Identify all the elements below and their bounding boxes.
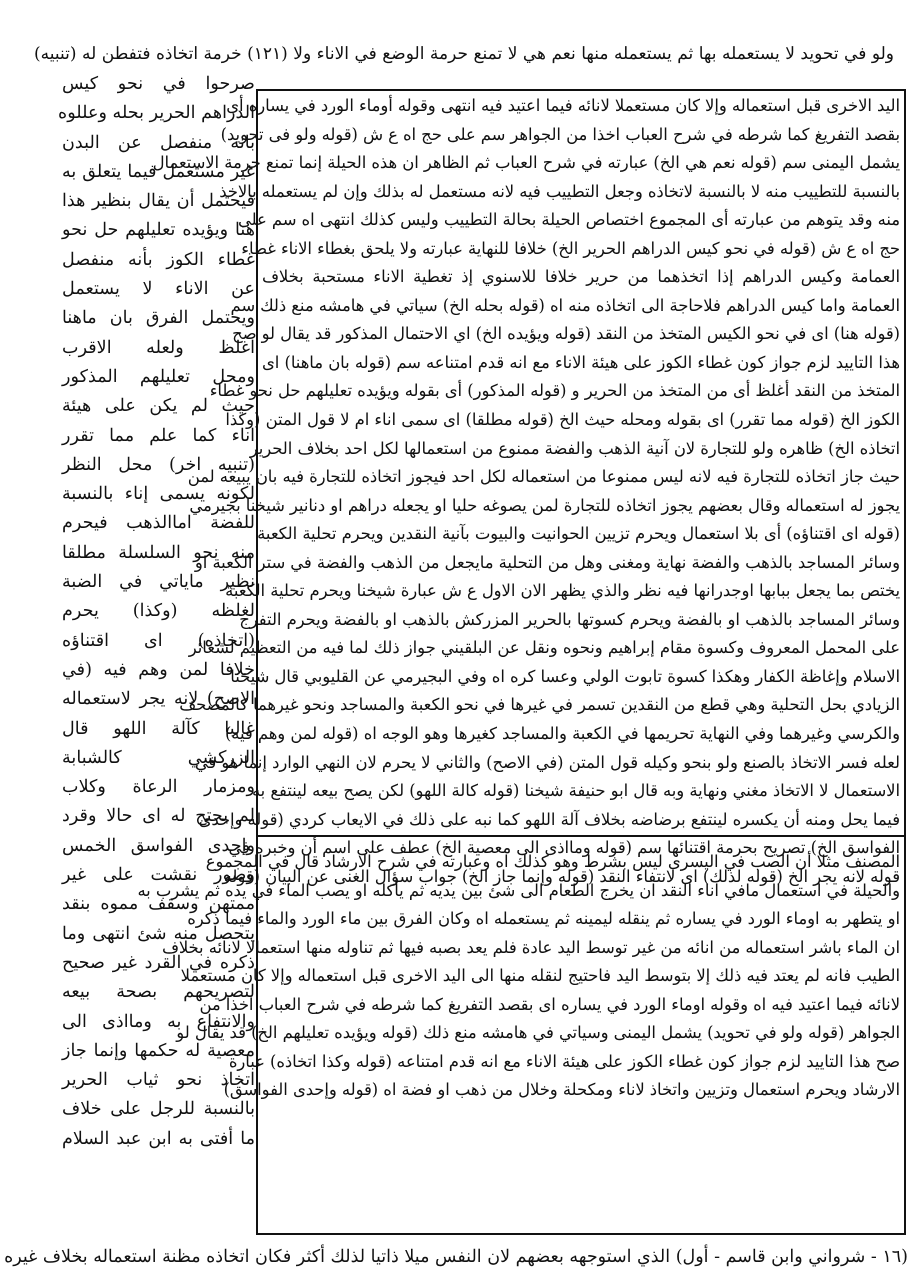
commentary-divider (258, 835, 904, 837)
commentary-line: يشمل اليمنى سم (قوله نعم هي الخ) عبارته في شرح العباب ثم الظاهر ان هذه الحيلة إنما تمنع حرمة الاستعمال (152, 153, 900, 173)
margin-line: ممتهن وسقف مموه بنقد (62, 894, 255, 915)
commentary-line: العمامة واما كيس الدراهم فلاحاجة الى اتخاذه منه اه (قوله بحله الخ) سياتي في هامشه منع ذلك سم (230, 295, 900, 315)
commentary-line: والكرسي وغيرهما وفي النهاية تحريمها في الكعبة والمساجد كغيرها وهو الوجه اه (قوله لمن وهم فيه) (224, 724, 900, 744)
commentary-line: صح هذا التاييد لزم جواز كون غطاء الكوز على هيئة الاناء مع انه قدم امتناعه (قوله وكذا اتخاذه) عبارة (228, 1051, 900, 1071)
margin-line: (تنبيه اخر) محل النظر (62, 454, 255, 475)
margin-line: اتخاذ نحو ثياب الحرير (62, 1070, 255, 1091)
commentary-line: الجواهر (قوله ولو في تحويد) يشمل اليمنى وسياتي في هامشه منع ذلك (قوله ويؤيده تعليلهم الخ) قد يقال لو (176, 1023, 900, 1043)
commentary-line: الارشاد ويحرم استعمال وتزيين واتخاذ لاناء ومكحلة وخلال من ذهب او فضة اه (قوله وإحدى الفواسق) (223, 1080, 900, 1100)
commentary-line: والحيلة في استعمال مافي اناء النقد ان يخرج الطعام الى شئ بين يديه ثم يأكله او يصب الماء في يده ثم يشرب به (137, 880, 900, 900)
margin-line: غالبا كآلة اللهو قال (62, 718, 255, 739)
commentary-line: اليد الاخرى قبل استعماله وإلا كان مستعملا لانائه فيما اعتيد فيه انتهى وقوله أوماء الورد في يساره أى (226, 96, 900, 115)
margin-line: منه نحو السلسلة مطلقا (62, 542, 255, 563)
commentary-line: اتخاذه الخ) ظاهره ولو للتجارة لان آنية الذهب والفضة ممنوع من استعمالها لكل احد بخلاف الحرير (249, 438, 900, 458)
margin-line: (اتخاذه) اى اقتناؤه (62, 630, 255, 651)
commentary-line: منه وقد يتوهم من عبارته أى المجموع اختصاص الحيلة بحالة التطييب وليس كذلك انتهى اه سم على (238, 210, 900, 230)
margin-line: نظير ماياتي في الضبة (62, 572, 255, 593)
commentary-line: لانائه فيما اعتيد فيه اه وقوله اوماء الورد في يساره اى بقصد التفريغ كما شرطه في شرح العباب اخذا من (199, 994, 900, 1014)
margin-line: الاصح) لانه يجر لاستعماله (62, 689, 255, 710)
margin-line: وإحدى الفواسق الخمس (62, 835, 255, 856)
margin-line: حيث لم يكن على هيئة (62, 396, 255, 417)
margin-line: لم يحتج له اى حالا وقرد (62, 806, 255, 827)
margin-line: فيحتمل أن يقال بنظير هذا (62, 191, 255, 212)
margin-line: اناء كما علم مما تقرر (62, 425, 255, 446)
margin-line: بانه منفصل عن البدن (62, 132, 255, 153)
commentary-line: الكوز الخ (قوله مما تقرر) اى بقوله ومحله حيث الخ (قوله مطلقا) اى سمى اناء ام لا قول المتن (وكذا (225, 410, 900, 430)
margin-line: للفضة اماالذهب فيحرم (62, 513, 255, 534)
margin-line: والانتفاع به ومااذى الى (62, 1011, 255, 1032)
commentary-line: الاسلام وإغاظة الكفار وهكذا كسوة تابوت الولي وعسا كره اه وفي البجيرمي عن القليوبي قال شيخنا (230, 666, 900, 686)
margin-line: بالنسبة للرجل على خلاف (62, 1099, 255, 1120)
margin-line: عن الاناء لا يستعمل (62, 279, 255, 300)
commentary-line: بالنسبة للتطييب منه لا بالنسبة لاتخاذه وجعل التطييب فيه لانه مستعمل له بذلك وإن لم يستعمله بالاخذ (219, 181, 900, 201)
margin-line: ومزمار الرعاة وكلاب (62, 777, 255, 798)
commentary-line: الفواسق الخ) تصريح بحرمة اقتنائها سم (قوله ومااذى الى معصية الخ) عطف على اسم أن وخبره في (228, 838, 900, 858)
commentary-line: هذا التاييد لزم جواز كون غطاء الكوز على هيئة الاناء مع انه قدم امتناعه سم (قوله بان ماهنا) اى (262, 352, 900, 372)
commentary-line: المتخذ من النقد أغلظ أى من المتخذ من الحرير و (قوله المذكور) أى بقوله ويؤيده تعليلهم حل نحو غطاء (209, 381, 900, 401)
margin-line: الدراهم الحرير بحله وعللوه (57, 103, 255, 124)
commentary-line: (قوله هنا) اى في نحو الكيس المتخذ من النقد (قوله ويؤيده الخ) اي الاحتمال المذكور قد يقال لو صح (232, 324, 900, 344)
margin-line: لكونه يسمى إناء بالنسبة (62, 484, 255, 505)
commentary-line: لعله فسر الاتخاذ بالصنع ولو بنحو وكيله قول المتن (في الاصح) والثاني لا يحرم لان النهي الوارد إنما هو في (194, 752, 900, 772)
margin-line: يتحصل منه شئ انتهى وما (62, 923, 255, 944)
margin-line: غطاء الكوز بأنه منفصل (62, 249, 255, 270)
commentary-line: ان الماء باشر استعماله من انائه من غير توسط اليد عادة فلم يعد بصبه فيها ثم تناوله منها استعمالا لانائه بخلاف (161, 937, 900, 957)
commentary-line: العمامة وكيس الدراهم إذا اتخذهما من حرير خلافا للاسنوي إذ تغطية الاناء مستحبة بخلاف (262, 267, 900, 287)
margin-line: معصية له حكمها وإنما جاز (62, 1040, 255, 1061)
commentary-line: او يتطهر به اوماء الورد في يساره ثم ينقله ليمينه ثم يستعمله اه وكان الفرق بين ماء الورد والماء فيما ذكره (187, 909, 900, 929)
commentary-line: الزيادي بحل التحلية وهي قطع من النقدين تسمر في غيرها في نحو الكعبة والمساجد ونحو غيرهما كالمصحف (179, 695, 900, 715)
commentary-line: الاستعمال لا الاتخاذ مغني ونهاية وبه قال ابو حنيفة شيخنا (قوله كالة اللهو) لكن يصح بيعه لينتفع به (251, 781, 900, 801)
margin-line: لتصريحهم بصحة بيعه (62, 982, 255, 1003)
page-footer: (١٦ - شرواني وابن قاسم - أول) الذي استوجهه بعضهم لان النفس ميلا ذاتيا لذلك أكثر فكان اتخاذه مظنة استعماله بخلاف غيره (4, 1247, 908, 1267)
commentary-line: حج اه ع ش (قوله في نحو كيس الدراهم الحرير الخ) خلافا للنهاية عبارته ولا يلحق بغطاء الاناء غطاء (241, 238, 900, 258)
margin-line: لغلظه (وكذا) يحرم (62, 601, 255, 622)
commentary-line: المصنف مثلا أن الصب في اليسرى ليس بشرط وهو كذلك اه وعبارته في شرح الارشاد قال في المجموع (205, 852, 900, 871)
commentary-line: على المحمل المعروف وكسوة مقام إبراهيم ونحوه ونقل عن البلقيني جواز ذلك لما فيه من التعظيم لشعائر (188, 638, 900, 658)
margin-line: غير مستعمل فيما يتعلق به (62, 161, 255, 182)
commentary-line: قوله لانه يجر الخ (قوله لذلك) اى لانتفاء النقد (قوله وإنما جاز الخ) جواب سؤال الغنى عن البيان (قوله (223, 866, 900, 886)
margin-line: هنا ويؤيده تعليلهم حل نحو (62, 220, 255, 241)
margin-line: ما أفتى به ابن عبد السلام (62, 1128, 255, 1149)
commentary-line: بقصد التفريغ كما شرطه في شرح العباب اخذا من الجواهر سم على حج اه ع ش (قوله ولو فى تحويد) (220, 124, 900, 144)
margin-line: الزركشي كالشبابة (62, 747, 255, 768)
margin-line: خلافا لمن وهم فيه (في (62, 659, 255, 680)
margin-line: ويحتمل الفرق بان ماهنا (62, 308, 255, 329)
commentary-line: وسائر المساجد بالذهب او بالفضة ويحرم كسوتها بالحرير المزركش بالذهب او بالفضة ويحرم التفرج (239, 609, 900, 629)
running-header: ولو في تحويد لا يستعمله بها ثم يستعمله منها نعم هي لا تمنع حرمة الوضع في الاناء ولا (١٢١) خرمة اتخاذه فتفطن له (تنبيه) (34, 44, 894, 64)
margin-line: ومحل تعليلهم المذكور (62, 366, 255, 387)
commentary-line: حيث جاز اتخاذه للتجارة فيه لانه ليس ممنوعا من استعماله لكل احد فيجوز اتخاذه للتجارة فيه بان يبيعه لمن (187, 467, 900, 487)
commentary-line: يجوز له استعماله وقال بعضهم يجوز اتخاذه للتجارة لمن يصوغه حليا او يجعله دراهم او دنانير شيخنا بجيرمي (189, 495, 900, 515)
commentary-line: وسائر المساجد بالذهب والفضة نهاية ومغنى وهل من التحلية مايجعل من الذهب والفضة في ستر الكعبة او (194, 552, 900, 572)
commentary-line: فيما يحل ومنه أن يكسره لينتفع برضاضه بخلاف آلة اللهو كما نبه على ذلك في الايعاب كردي (قوله وإحدى (198, 809, 900, 829)
commentary-line: الطيب فانه لم يعتد فيه ذلك إلا بتوسط اليد فاحتيج لنقله منها الى اليد الاخرى قبل استعماله وإلا كان مستعملا (180, 966, 900, 986)
commentary-line: يختص بما يجعل ببابها اوجدرانها فيه نظر والذي يظهر الان الاول ع ش عبارة شيخنا ويحرم تحلية الكعبة (225, 581, 900, 601)
margin-line: صرحوا في نحو كيس (62, 74, 255, 94)
margin-line: اغلظ ولعله الاقرب (62, 337, 255, 358)
margin-line: ذكره في القرد غير صحيح (62, 952, 255, 973)
commentary-line: (قوله اى اقتناؤه) أى بلا استعمال ويحرم تزيين الحوانيت والبيوت بآنية النقدين ويحرم تحلية الكعبة (257, 524, 900, 544)
margin-line: وصور نقشت على غير (62, 865, 255, 886)
